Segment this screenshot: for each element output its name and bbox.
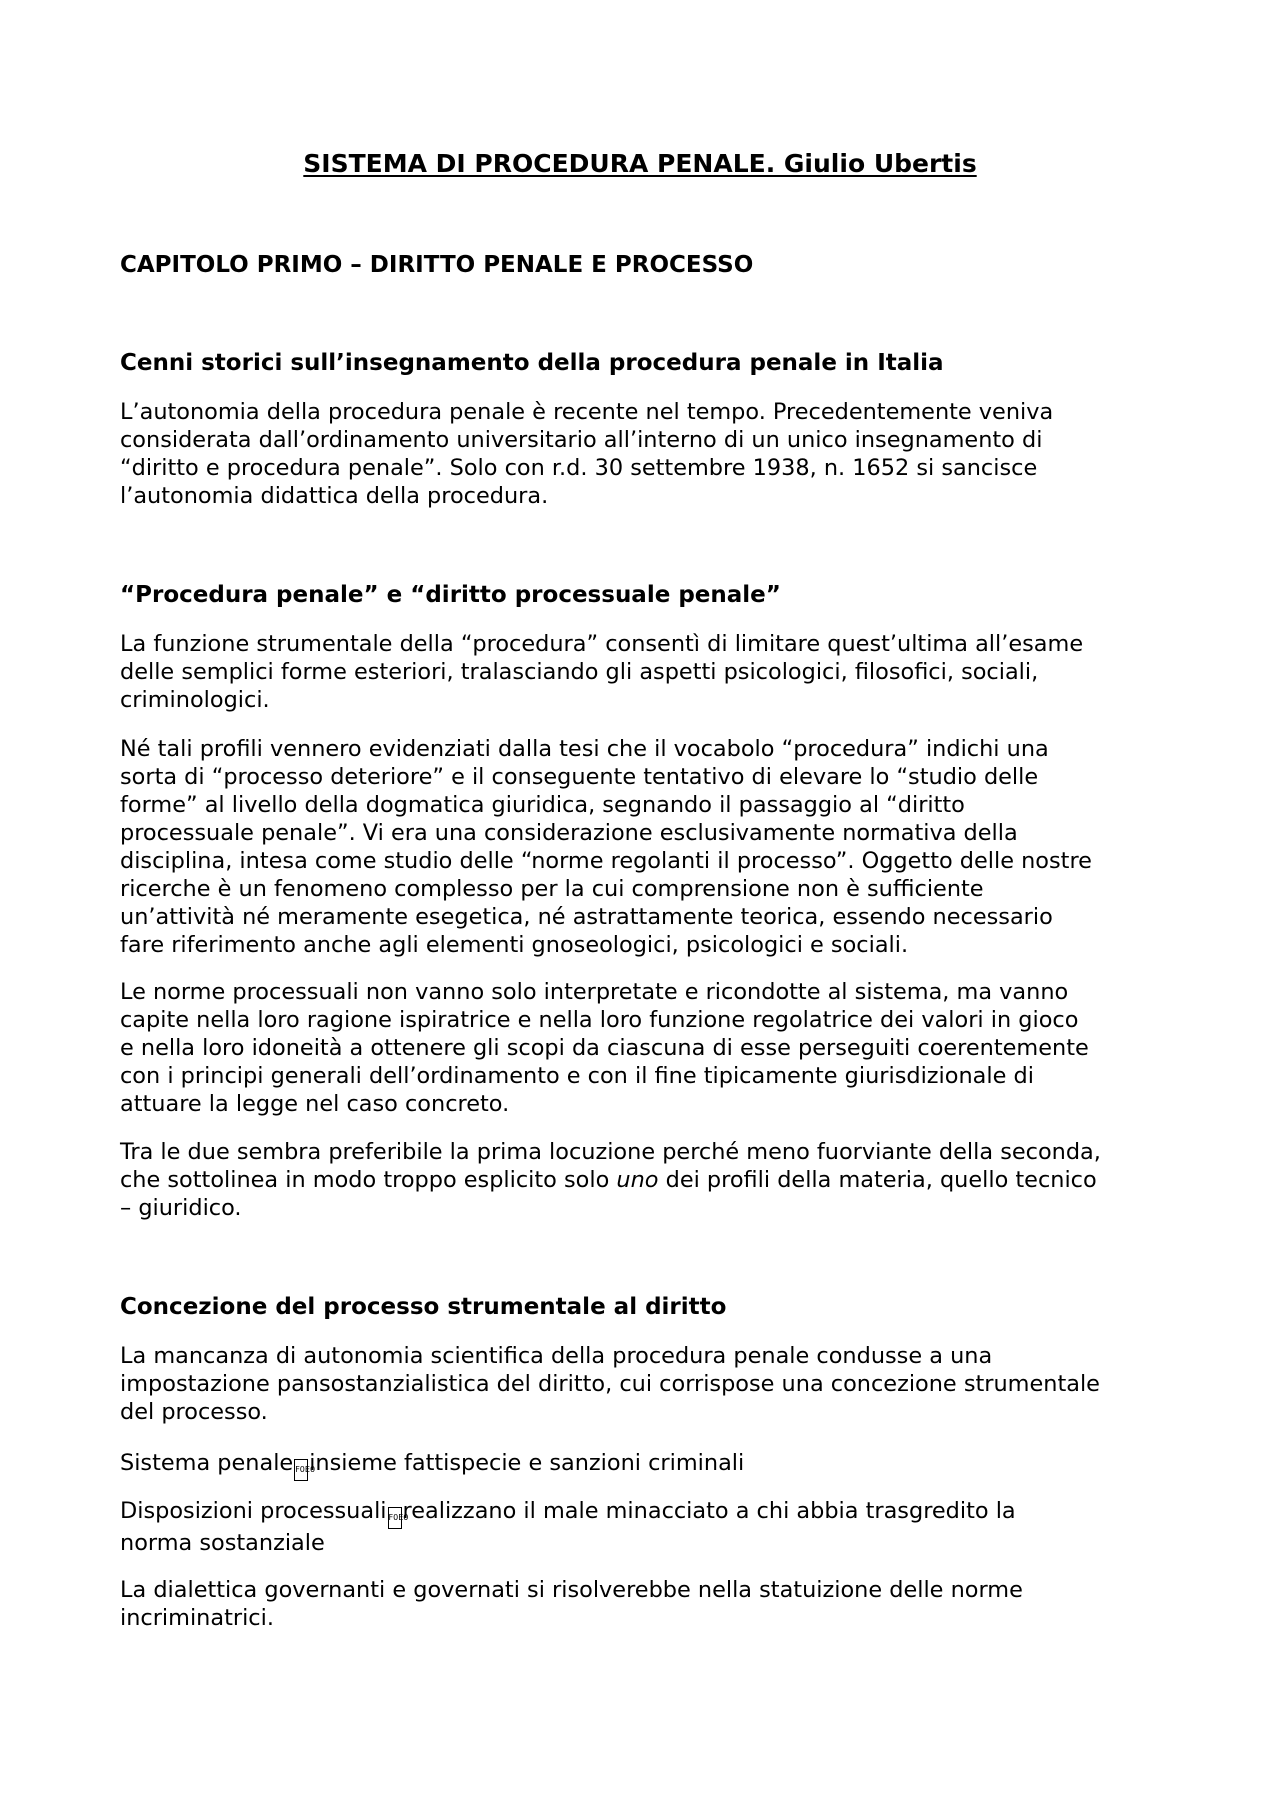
paragraph-line: forme” al livello della dogmatica giuridica, segnando il passaggio al “diritto [120, 792, 965, 818]
emphasis-uno: uno [616, 1167, 659, 1193]
paragraph-dialettica [120, 1576, 1180, 1632]
paragraph-line: Le norme processuali non vanno solo interpretate e ricondotte al sistema, ma vanno [120, 979, 1069, 1005]
paragraph-line: con i principi generali dell’ordinamento e con il fine tipicamente giurisdizionale di [120, 1063, 1034, 1089]
paragraph-line: delle semplici forme esteriori, tralasciando gli aspetti psicologici, filosofici, sociali, [120, 659, 1039, 685]
arrow-glyph-icon: F0E0 [388, 1507, 402, 1529]
paragraph-line-with-emphasis [120, 1166, 1180, 1194]
paragraph-profili [120, 735, 1180, 959]
paragraph-line: capite nella loro ragione ispiratrice e nella loro funzione regolatrice dei valori in gioco [120, 1007, 1079, 1033]
paragraph-line: La mancanza di autonomia scientifica della procedura penale condusse a una [120, 1343, 993, 1369]
paragraph-line: La dialettica governanti e governati si risolverebbe nella statuizione delle norme [120, 1577, 1023, 1603]
text-run: che sottolinea in modo troppo esplicito solo [120, 1167, 617, 1193]
section-heading-cenni-storici: Cenni storici sull’insegnamento della procedura penale in Italia [120, 350, 944, 376]
paragraph-line: processuale penale”. Vi era una considerazione esclusivamente normativa della [120, 820, 1018, 846]
paragraph-norme-processuali [120, 978, 1180, 1118]
paragraph-line: impostazione pansostanzialistica del diritto, cui corrispose una concezione strumentale [120, 1371, 1100, 1397]
paragraph-disposizioni-processuali [120, 1497, 1180, 1557]
section-heading-procedura-penale: “Procedura penale” e “diritto processuale penale” [120, 582, 781, 608]
paragraph-autonomia [120, 398, 1180, 510]
paragraph-line: ricerche è un fenomeno complesso per la cui comprensione non è sufficiente [120, 876, 984, 902]
paragraph-line: un’attività né meramente esegetica, né astrattamente teorica, essendo necessario [120, 904, 1053, 930]
paragraph-line: La funzione strumentale della “procedura” consentì di limitare quest’ultima all’esame [120, 631, 1084, 657]
section-heading-concezione: Concezione del processo strumentale al diritto [120, 1294, 727, 1320]
paragraph-line: e nella loro idoneità a ottenere gli scopi da ciascuna di esse perseguiti coerentemente [120, 1035, 1089, 1061]
paragraph-line: Né tali profili vennero evidenziati dalla tesi che il vocabolo “procedura” indichi una [120, 736, 1049, 762]
paragraph-line: del processo. [120, 1399, 268, 1425]
text-run: realizzano il male minacciato a chi abbia trasgredito la [402, 1498, 1016, 1524]
paragraph-line: L’autonomia della procedura penale è recente nel tempo. Precedentemente veniva [120, 399, 1054, 425]
text-run: dei profili della materia, quello tecnico [658, 1167, 1097, 1193]
arrow-glyph-icon: F0E0 [294, 1459, 308, 1481]
paragraph-mancanza-autonomia [120, 1342, 1180, 1426]
chapter-heading: CAPITOLO PRIMO – DIRITTO PENALE E PROCESSO [120, 252, 754, 278]
paragraph-line: norma sostanziale [120, 1530, 325, 1556]
paragraph-line: fare riferimento anche agli elementi gnoseologici, psicologici e sociali. [120, 932, 909, 958]
text-run: Sistema penale [120, 1450, 294, 1476]
document-title [0, 148, 1280, 180]
paragraph-line: l’autonomia didattica della procedura. [120, 483, 549, 509]
paragraph-line: criminologici. [120, 687, 270, 713]
text-run: Disposizioni processuali [120, 1498, 387, 1524]
paragraph-sistema-penale [120, 1449, 1180, 1481]
paragraph-funzione-strumentale [120, 630, 1180, 714]
paragraph-locuzione [120, 1138, 1180, 1222]
paragraph-line: disciplina, intesa come studio delle “norme regolanti il processo”. Oggetto delle nostre [120, 848, 1092, 874]
arrow-line-sistema-penale [120, 1449, 1180, 1481]
paragraph-line: “diritto e procedura penale”. Solo con r.d. 30 settembre 1938, n. 1652 si sancisce [120, 455, 1038, 481]
paragraph-line: considerata dall’ordinamento universitario all’interno di un unico insegnamento di [120, 427, 1043, 453]
paragraph-line: attuare la legge nel caso concreto. [120, 1091, 510, 1117]
paragraph-line: Tra le due sembra preferibile la prima locuzione perché meno fuorviante della seconda, [120, 1139, 1101, 1165]
document-title-text: SISTEMA DI PROCEDURA PENALE. Giulio Ubertis [303, 149, 977, 178]
paragraph-line: incriminatrici. [120, 1605, 274, 1631]
paragraph-line: – giuridico. [120, 1195, 242, 1221]
paragraph-line: sorta di “processo deteriore” e il conseguente tentativo di elevare lo “studio delle [120, 764, 1039, 790]
arrow-line-disposizioni [120, 1497, 1180, 1529]
text-run: insieme fattispecie e sanzioni criminali [309, 1450, 745, 1476]
